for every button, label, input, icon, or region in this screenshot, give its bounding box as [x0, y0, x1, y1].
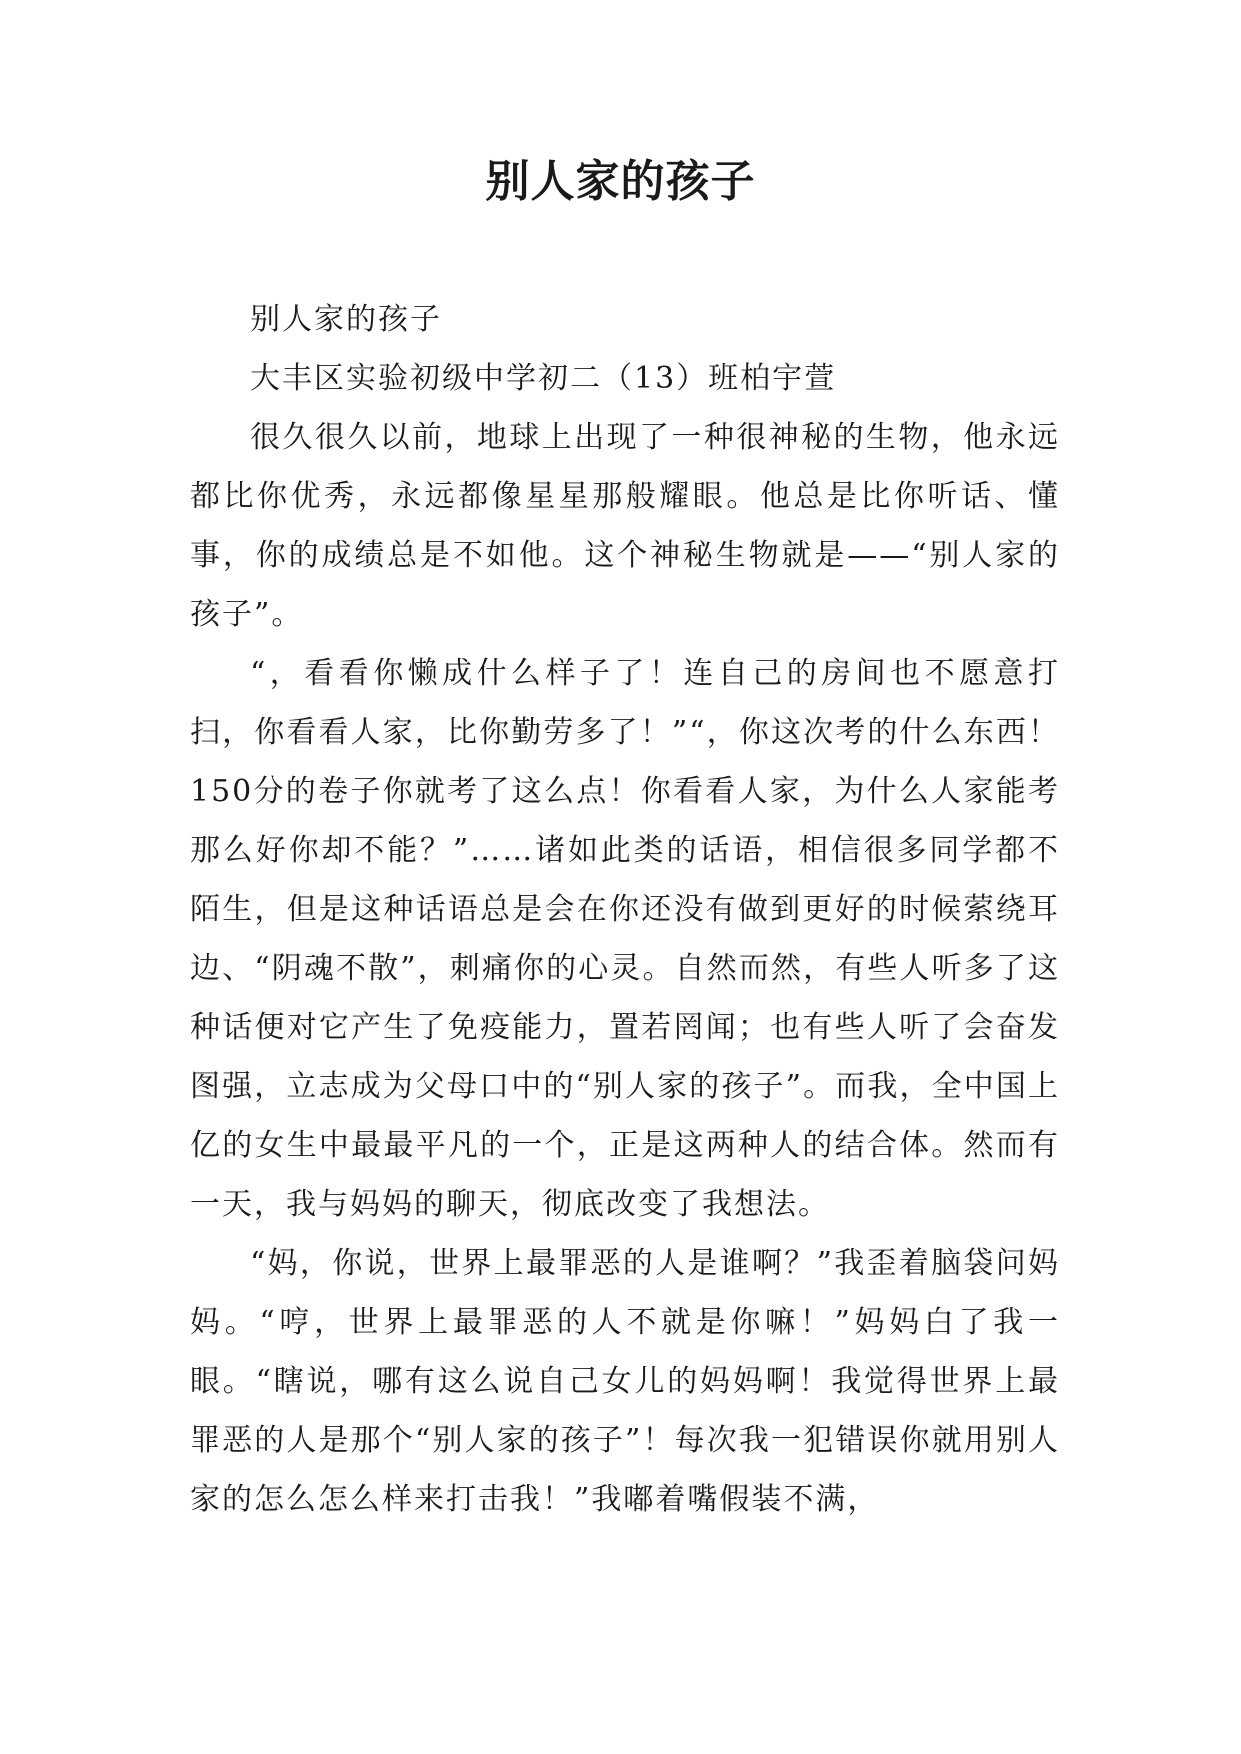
document-title: 别人家的孩子	[485, 156, 756, 207]
paragraph: “，看看你懒成什么样子了！连自己的房间也不愿意打扫，你看看人家，比你勤劳多了！”“，你这次考的什么东西！150分的卷子你就考了这么点！你看看人家，为什么人家能考那么好你却不能？”……诸如此类的话语，相信很多同学都不陌生，但是这种话语总是会在你还没有做到更好的时候萦绕耳边、“阴魂不散”，刺痛你的心灵。自然而然，有些人听多了这种话便对它产生了免疫能力，置若罔闻；也有些人听了会奋发图强，立志成为父母口中的“别人家的孩子”。而我，全中国上亿的女生中最最平凡的一个，正是这两种人的结合体。然而有一天，我与妈妈的聊天，彻底改变了我想法。	[190, 656, 1060, 1222]
paragraph: 很久很久以前，地球上出现了一种很神秘的生物，他永远都比你优秀，永远都像星星那般耀眼。他总是比你听话、懂事，你的成绩总是不如他。这个神秘生物就是——“别人家的孩子”。	[190, 420, 1060, 632]
paragraph: “妈，你说，世界上最罪恶的人是谁啊？”我歪着脑袋问妈妈。“哼，世界上最罪恶的人不就是你嘛！”妈妈白了我一眼。“瞎说，哪有这么说自己女儿的妈妈啊！我觉得世界上最罪恶的人是那个“别人家的孩子”！每次我一犯错误你就用别人家的怎么怎么样来打击我！”我嘟着嘴假装不满，	[190, 1246, 1060, 1517]
subtitle-line: 别人家的孩子	[250, 302, 442, 337]
author-line: 大丰区实验初级中学初二（13）班柏宇萱	[250, 361, 837, 396]
document-body	[190, 290, 1060, 1529]
